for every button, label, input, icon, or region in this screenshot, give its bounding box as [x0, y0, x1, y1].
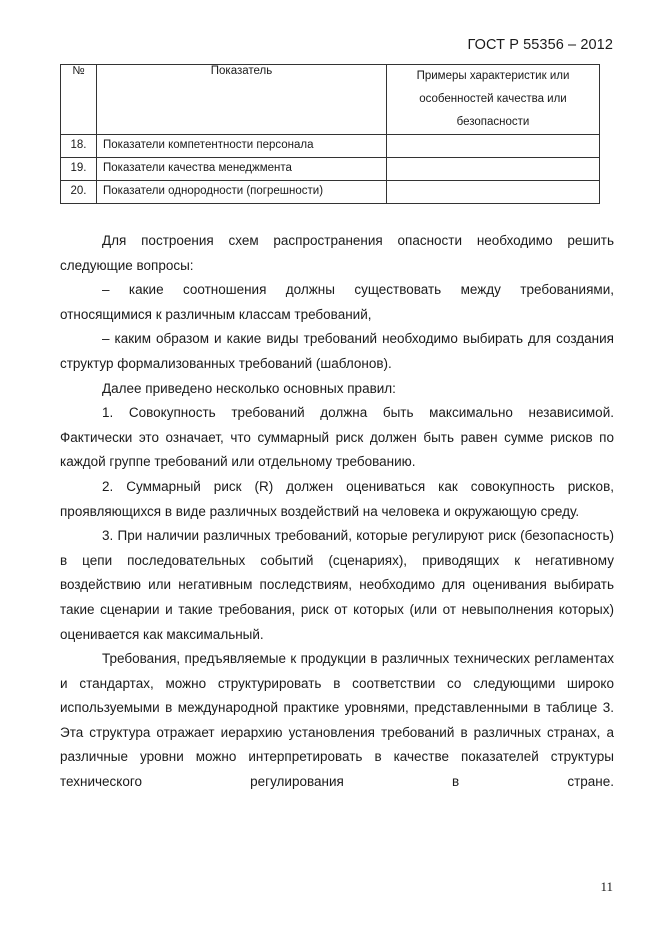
table-row [61, 135, 600, 158]
row-indicator: Показатели качества менеджмента [97, 158, 387, 181]
row-indicator: Показатели однородности (погрешности) [97, 181, 387, 204]
page-number: 11 [600, 879, 613, 894]
document-header: ГОСТ Р 55356 – 2012 [467, 37, 613, 53]
list-item: – каким образом и какие виды требований необходимо выбирать для создания структур формализованных требований (шаблонов). [60, 331, 614, 371]
row-examples [387, 158, 600, 181]
indicators-table [60, 64, 600, 204]
rule-item: 1. Совокупность требований должна быть максимально независимой. Фактически это означает, что суммарный риск должен быть равен сумме рисков по каждой группе требований или отдельному требованию. [60, 405, 614, 470]
table-row [61, 158, 600, 181]
paragraph: Далее приведено несколько основных правил: [102, 380, 396, 396]
table-row [61, 181, 600, 204]
row-number: 20. [61, 181, 97, 204]
row-number: 18. [61, 135, 97, 158]
table-header-row [61, 65, 600, 135]
paragraph: Требования, предъявляемые к продукции в различных технических регламентах и стандартах, можно структурировать в соответствии со следующими широко используемыми в международной практике уровнями, представленными в таблице 3. Эта структура отражает иерархию установления требований в различных странах, а различные уровни можно интерпретировать в качестве показателей структуры технического регулирования в стране. [60, 651, 614, 790]
rule-item: 3. При наличии различных требований, которые регулируют риск (безопасность) в цепи последовательных событий (сценариях), приводящих к негативному воздействию или негативным последствиям, необходимо для оценивания выбирать такие сценарии и такие требования, риск от которых (или от невыполнения которых) оценивается как максимальный. [60, 528, 614, 642]
body-text [60, 229, 614, 795]
row-examples [387, 135, 600, 158]
column-header-number: № [61, 65, 97, 135]
row-examples [387, 181, 600, 204]
rule-item: 2. Суммарный риск (R) должен оцениваться как совокупность рисков, проявляющихся в виде различных воздействий на человека и окружающую среду. [60, 478, 614, 519]
row-number: 19. [61, 158, 97, 181]
paragraph: Для построения схем распространения опасности необходимо решить следующие вопросы: [60, 233, 614, 273]
column-header-indicator: Показатель [97, 65, 387, 135]
row-indicator: Показатели компетентности персонала [97, 135, 387, 158]
list-item: – какие соотношения должны существовать между требованиями, относящимися к различным классам требований, [60, 282, 614, 322]
column-header-examples: Примеры характеристик или особенностей качества или безопасности [387, 65, 600, 135]
